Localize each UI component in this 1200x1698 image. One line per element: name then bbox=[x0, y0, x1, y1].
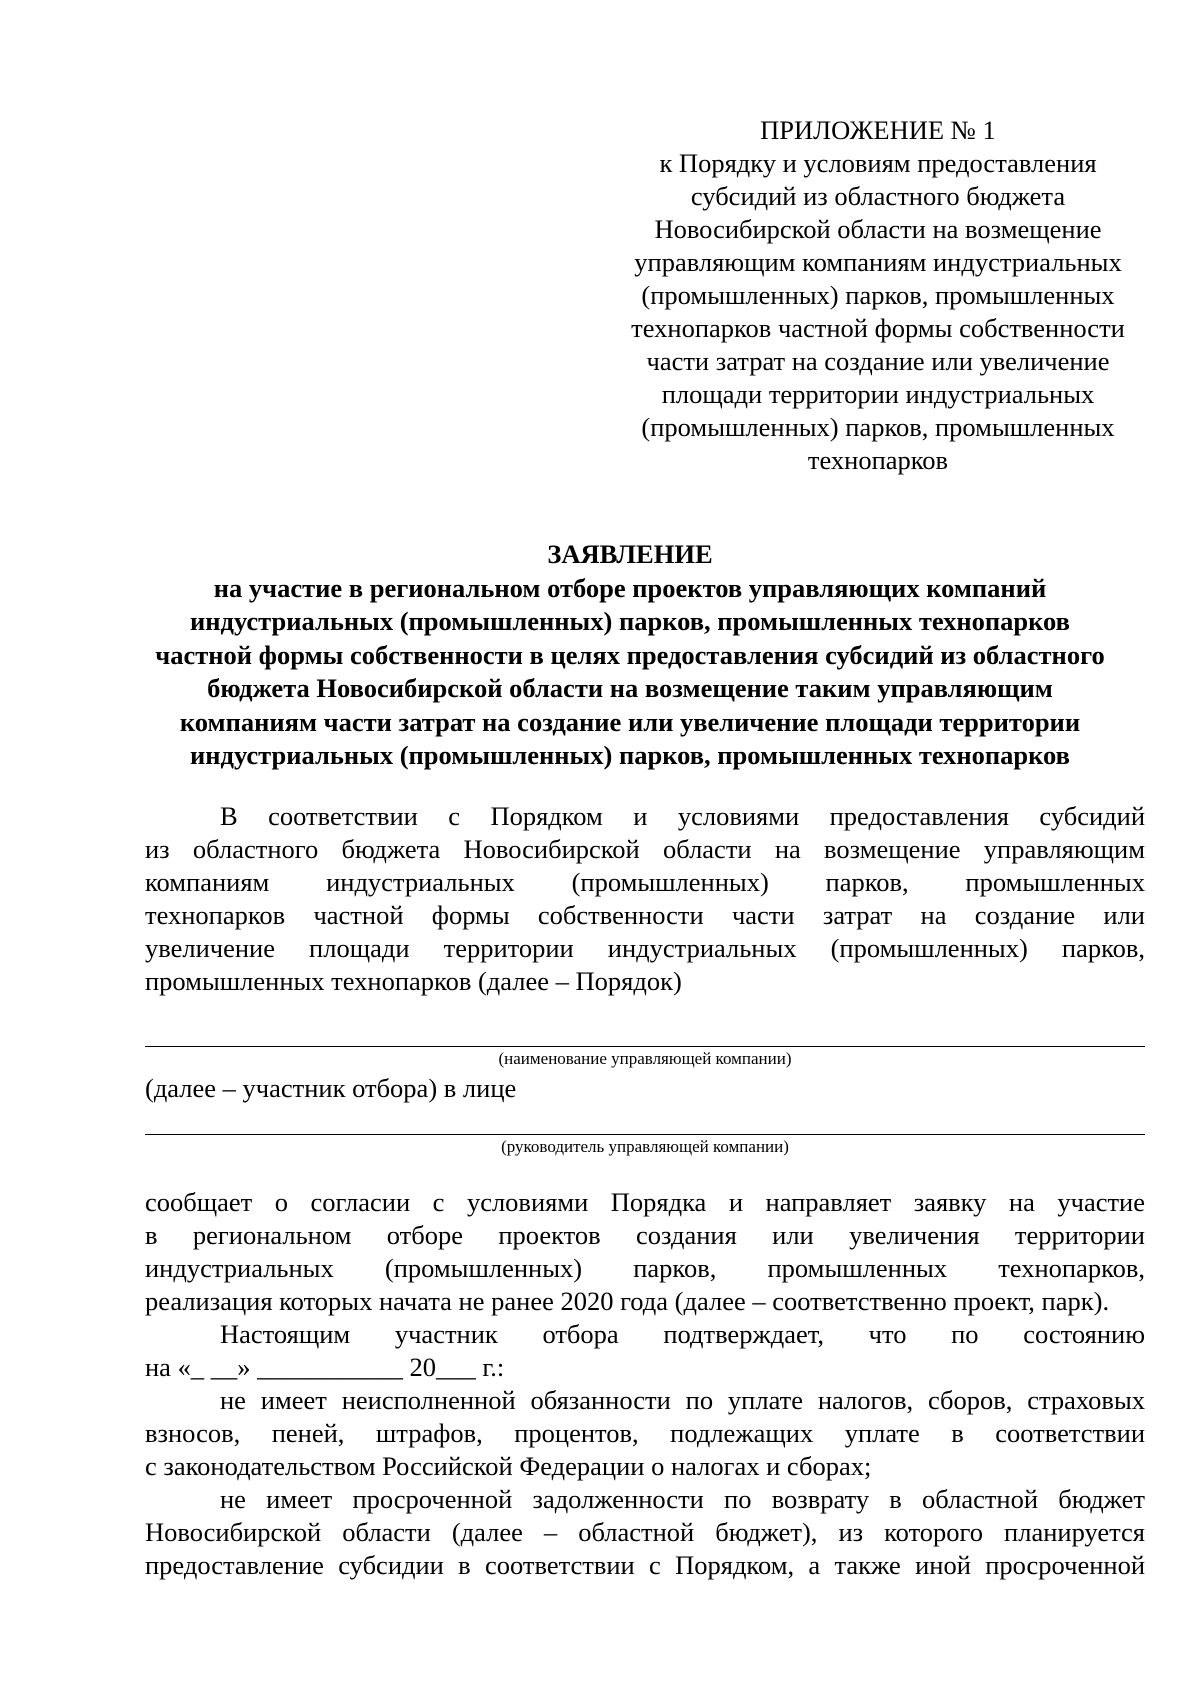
consent-line: индустриальных (промышленных) парков, промышленных технопарков, bbox=[145, 1253, 1145, 1283]
appendix-line: (промышленных) парков, промышленных bbox=[641, 412, 1115, 442]
title-line: компаниям части затрат на создание или увеличение площади территории bbox=[179, 706, 1081, 737]
appendix-line: Новосибирской области на возмещение bbox=[654, 214, 1102, 244]
appendix-header bbox=[608, 114, 1148, 477]
tax-line: с законодательством Российской Федерации о налогах и сборах; bbox=[145, 1451, 872, 1481]
title-line: частной формы собственности в целях предоставления субсидий из областного bbox=[155, 639, 1105, 670]
tax-line: не имеет неисполненной обязанности по уплате налогов, сборов, страховых bbox=[220, 1385, 1145, 1415]
appendix-line: субсидий из областного бюджета bbox=[690, 181, 1066, 211]
appendix-line: к Порядку и условиям предоставления bbox=[659, 148, 1097, 178]
intro-paragraph bbox=[145, 800, 1145, 998]
title-line: индустриальных (промышленных) парков, промышленных технопарков bbox=[190, 606, 1070, 636]
appendix-line: части затрат на создание или увеличение bbox=[646, 346, 1110, 376]
appendix-line: ПРИЛОЖЕНИЕ № 1 bbox=[760, 115, 996, 145]
date-line: на «_ __» ___________ 20___ г.: bbox=[145, 1352, 505, 1382]
title-line: бюджета Новосибирской области на возмещение таким управляющим bbox=[207, 673, 1053, 703]
debt-line: Новосибирской области (далее – областной бюджет), из которого планируется bbox=[145, 1517, 1145, 1547]
company-name-field[interactable] bbox=[145, 1046, 1145, 1047]
appendix-line: технопарков bbox=[807, 445, 949, 475]
title-line: на участие в региональном отборе проектов управляющих компаний bbox=[213, 572, 1047, 603]
consent-line: реализация которых начата не ранее 2020 года (далее – соответственно проект, парк). bbox=[145, 1286, 1110, 1316]
intro-line: промышленных технопарков (далее – Порядок) bbox=[145, 966, 682, 996]
tax-line: взносов, пеней, штрафов, процентов, подлежащих уплате в соответствии bbox=[145, 1418, 1145, 1448]
debt-line: не имеет просроченной задолженности по возврату в областной бюджет bbox=[220, 1484, 1145, 1514]
debt-line: предоставление субсидии в соответствии с Порядком, а также иной просроченной bbox=[145, 1550, 1145, 1580]
consent-section bbox=[145, 1186, 1145, 1582]
company-name-caption: (наименование управляющей компании) bbox=[498, 1049, 792, 1068]
intro-line: увеличение площади территории индустриальных (промышленных) парков, bbox=[145, 933, 1145, 963]
company-head-caption: (руководитель управляющей компании) bbox=[501, 1137, 789, 1156]
intro-line: В соответствии с Порядком и условиями предоставления субсидий bbox=[220, 801, 1145, 831]
appendix-line: технопарков частной формы собственности bbox=[631, 313, 1125, 343]
document-title bbox=[130, 538, 1130, 773]
intro-line: технопарков частной формы собственности части затрат на создание или bbox=[145, 900, 1145, 930]
intro-line: из областного бюджета Новосибирской области на возмещение управляющим bbox=[145, 834, 1145, 864]
confirm-line: Настоящим участник отбора подтверждает, что по состоянию bbox=[220, 1319, 1145, 1349]
appendix-line: (промышленных) парков, промышленных bbox=[641, 280, 1115, 310]
consent-line: сообщает о согласии с условиями Порядка и направляет заявку на участие bbox=[145, 1187, 1145, 1217]
consent-line: в региональном отборе проектов создания или увеличения территории bbox=[145, 1220, 1145, 1250]
appendix-line: управляющим компаниям индустриальных bbox=[634, 247, 1122, 277]
participant-line: (далее – участник отбора) в лице bbox=[145, 1073, 517, 1103]
company-head-field[interactable] bbox=[145, 1134, 1145, 1135]
appendix-line: площади территории индустриальных bbox=[661, 379, 1095, 409]
title-heading: ЗАЯВЛЕНИЕ bbox=[547, 539, 713, 569]
title-line: индустриальных (промышленных) парков, промышленных технопарков bbox=[190, 740, 1070, 770]
intro-line: компаниям индустриальных (промышленных) парков, промышленных bbox=[145, 867, 1145, 897]
